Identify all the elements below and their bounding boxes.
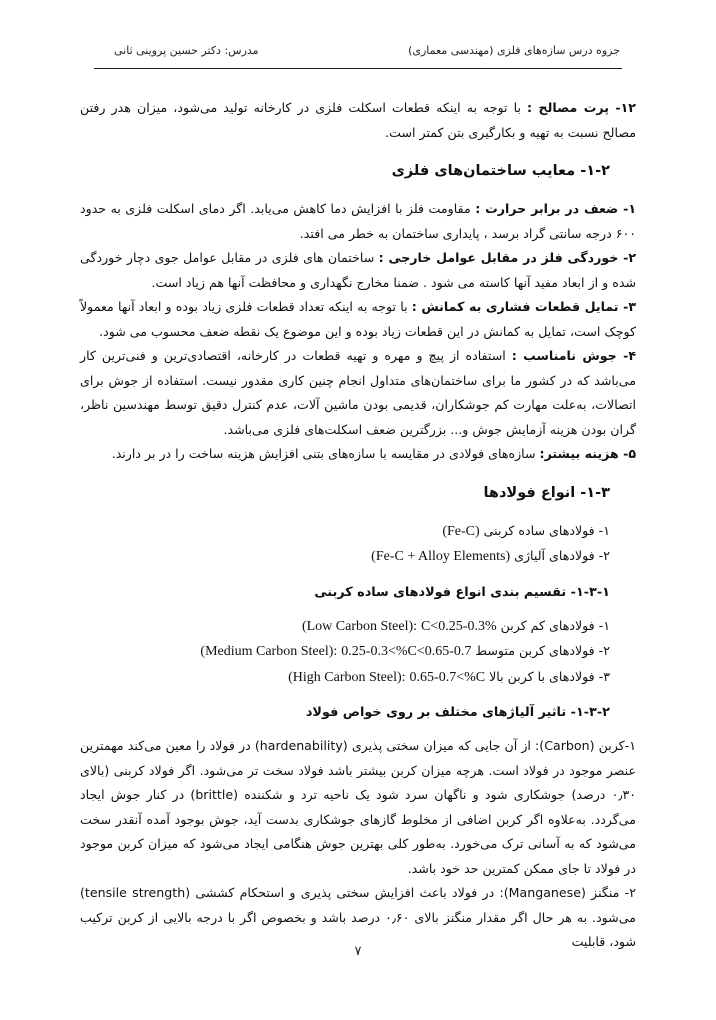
steel-type-fa: ۱- فولادهای ساده کربنی (479, 522, 610, 538)
carbon-type-en: (Medium Carbon Steel): (200, 644, 338, 659)
steel-type-en: (Fe-C) (442, 523, 480, 539)
steel-type-fa: ۲- فولادهای آلیاژی (510, 548, 610, 563)
disadvantage-item (80, 344, 636, 442)
subsection-heading-carbon-steel: ۱-۳-۱- تقسیم بندی انواع فولادهای ساده کربنی (314, 584, 610, 600)
header-instructor: مدرس: دکتر حسین پروینی ثانی (114, 44, 259, 57)
steel-types-list (80, 519, 636, 570)
carbon-type-en: (High Carbon Steel): (288, 669, 406, 685)
carbon-paragraph: ۱-کربن (Carbon): از آن جایی که میزان سختی پذیری (hardenability) در فولاد را معین می‌کند مهمترین عنصر موجود در فولاد است. هرچه میزان کربن بیشتر باشد فولاد سخت تر می‌شود. اگر فولاد کربنی (بالای ۰٫۳۰ درصد) جوشکاری شود و ناگهان سرد شود یک ناحیه ترد و شکننده (brittle) در کنار جوش ایجاد می‌گردد. به‌علاوه اگر کربن اضافی از مخلوط گازهای جوشکاری بدست آید، جوش بوجود آمده آنقدر سخت می‌شود که به آسانی ترک می‌خورد. به‌طور کلی بهترین جوش هنگامی ایجاد می‌شود که میزان کربن موجود در فولاد تا جای ممکن کمترین حد خود باشد. (80, 738, 636, 876)
carbon-type-fa: ۳- فولادهای با کربن بالا (485, 668, 610, 684)
carbon-type-range: C<0.25-0.3% (421, 618, 497, 634)
disadvantage-item (80, 295, 636, 344)
item-12-text: با توجه به اینکه قطعات اسکلت فلزی در کارخانه تولید می‌شود، میزان هدر رفتن مصالح نسبت به تهیه و بکارگیری بتن کمتر است. (80, 100, 636, 140)
list-item (80, 639, 636, 665)
disadvantage-title: ۳- تمایل قطعات فشاری به کمانش : (411, 299, 636, 314)
steel-type-en: (Fe-C + Alloy Elements) (371, 549, 511, 564)
subsection-heading-alloy-effects: ۱-۳-۲- تاثیر آلیاژهای مختلف بر روی خواص فولاد (305, 705, 610, 720)
disadvantage-text: سازه‌های فولادی در مقایسه با سازه‌های بتنی افزایش هزینه ساخت را در بر دارند. (111, 446, 540, 461)
disadvantage-title: ۲- خوردگی فلز در مقابل عوامل خارجی : (378, 250, 636, 265)
disadvantage-text: استفاده از پیچ و مهره و تهیه قطعات در کارخانه، اقتصادی‌ترین و فنی‌ترین کار می‌باشد که در کشور ما برای ساختمان‌های متداول انجام چنین کاری مقدور نیست. استفاده از جوش برای اتصالات، به‌علت مهارت کم جوشکاران، قدیمی بودن ماشین آلات، عدم کنترل دقیق توسط مهندسین ناظر، گران بودن هزینه آزمایش جوش و... بزرگترین ضعف اسکلت‌های فلزی می‌باشد. (80, 348, 636, 437)
disadvantage-item (80, 197, 636, 246)
disadvantage-text: ساختمان های فلزی در مقابل عوامل جوی دچار خوردگی شده و از ابعاد مفید آنها کاسته می شود . ضمنا مخارج نگهداری و محافظت آنها هم زیاد است. (80, 250, 636, 290)
carbon-type-en: (Low Carbon Steel): (301, 618, 418, 634)
list-item (80, 519, 636, 545)
manganese-paragraph: ۲- منگنز (Manganese): در فولاد باعث افزایش سختی پذیری و استحکام کششی (tensile strength) می‌شود. به هر حال اگر مقدار منگنز بالای ۰٫۶۰ درصد باشد و بخصوص اگر با درجه بالایی از کربن ترکیب شود، قابلیت (80, 885, 636, 949)
list-item (80, 665, 636, 691)
disadvantage-text: مقاومت فلز با افزایش دما کاهش می‌یابد. اگر دمای اسکلت فلزی به حدود ۶۰۰ درجه سانتی گراد برسد ، پایداری ساختمان به خطر می افتد. (80, 201, 636, 241)
list-item (80, 544, 636, 570)
disadvantage-title: ۴- جوش نامناسب : (511, 348, 636, 363)
section-heading-steel-types: ۱-۳- انواع فولادها (483, 484, 610, 501)
carbon-types-list (80, 614, 636, 691)
carbon-type-fa: ۱- فولادهای کم کربن (496, 617, 610, 633)
disadvantage-item (80, 246, 636, 295)
disadvantage-title: ۱- ضعف در برابر حرارت : (475, 201, 637, 216)
page-number: ۷ (354, 944, 362, 959)
header-course-title: جزوه درس سازه‌های فلزی (مهندسی معماری) (408, 44, 620, 57)
item-12-paragraph (80, 96, 636, 145)
section-heading-disadvantages: ۱-۲- معایب ساختمان‌های فلزی (391, 163, 610, 179)
disadvantage-title: ۵- هزینه بیشتر: (539, 446, 636, 461)
page-header (94, 40, 622, 69)
carbon-type-range: 0.25-0.3<%C<0.65-0.7 (341, 644, 472, 659)
disadvantage-item (80, 442, 636, 467)
item-12-title: ۱۲- پرت مصالح : (527, 100, 636, 115)
disadvantage-text: با توجه به اینکه تعداد قطعات فلزی زیاد بوده و ابعاد آنها معمولاً کوچک است، تمایل به کمانش در این قطعات زیاد بوده و این موضوع یک نقطه ضعف محسوب می شود. (80, 299, 636, 339)
list-item (80, 614, 636, 640)
page-content (80, 96, 636, 955)
carbon-type-fa: ۲- فولادهای کربن متوسط (471, 643, 610, 658)
carbon-type-range: 0.65-0.7<%C (409, 669, 486, 685)
